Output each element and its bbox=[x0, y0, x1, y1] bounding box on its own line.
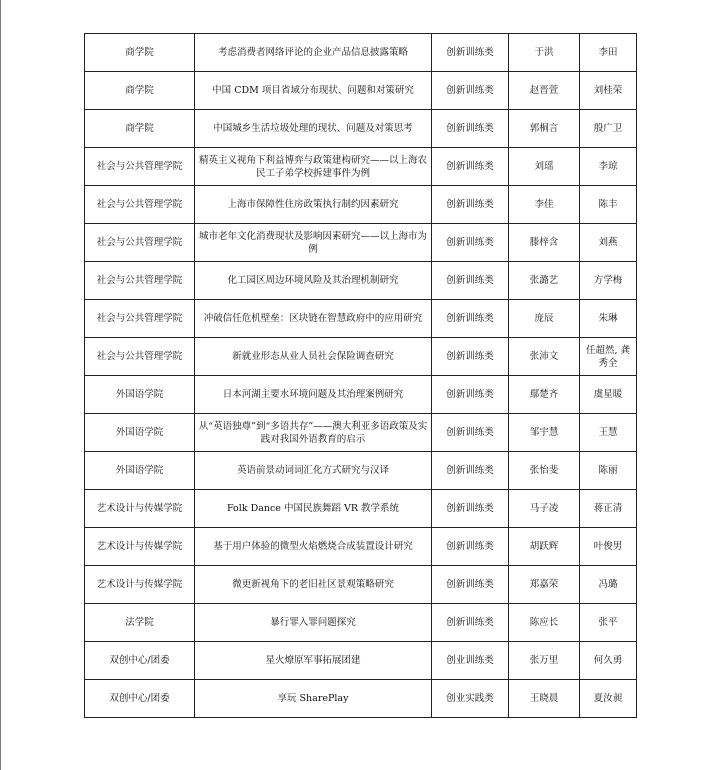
cell-project-title: 基于用户体验的微型火焰燃烧合成装置设计研究 bbox=[195, 528, 432, 566]
cell-project-title: 中国城乡生活垃圾处理的现状、问题及对策思考 bbox=[195, 110, 432, 148]
cell-project-leader: 张潞艺 bbox=[509, 262, 580, 300]
cell-college: 社会与公共管理学院 bbox=[85, 186, 195, 224]
cell-advisor: 张平 bbox=[580, 604, 637, 642]
cell-advisor: 李田 bbox=[580, 34, 637, 72]
cell-project-title: 考虑消费者网络评论的企业产品信息披露策略 bbox=[195, 34, 432, 72]
cell-project-leader: 庞辰 bbox=[509, 300, 580, 338]
cell-project-leader: 赵晋萱 bbox=[509, 72, 580, 110]
cell-project-category: 创新训练类 bbox=[432, 338, 509, 376]
cell-project-leader: 郭桐言 bbox=[509, 110, 580, 148]
cell-college: 艺术设计与传媒学院 bbox=[85, 490, 195, 528]
cell-project-title: 精英主义视角下利益博弈与政策建构研究——以上海农民工子弟学校拆建事件为例 bbox=[195, 148, 432, 186]
table-row bbox=[85, 262, 637, 300]
cell-project-category: 创新训练类 bbox=[432, 72, 509, 110]
cell-project-title: 星火燎原军事拓展团建 bbox=[195, 642, 432, 680]
cell-project-leader: 陈应长 bbox=[509, 604, 580, 642]
cell-project-title: 英语前景动词词汇化方式研究与汉译 bbox=[195, 452, 432, 490]
cell-advisor: 夏汝昶 bbox=[580, 680, 637, 718]
cell-project-category: 创新训练类 bbox=[432, 224, 509, 262]
table-row bbox=[85, 148, 637, 186]
cell-project-title: 日本河湖主要水环境问题及其治理案例研究 bbox=[195, 376, 432, 414]
cell-advisor: 刘燕 bbox=[580, 224, 637, 262]
cell-college: 商学院 bbox=[85, 110, 195, 148]
cell-college: 社会与公共管理学院 bbox=[85, 148, 195, 186]
table-row bbox=[85, 376, 637, 414]
cell-college: 外国语学院 bbox=[85, 452, 195, 490]
cell-project-leader: 胡跃辉 bbox=[509, 528, 580, 566]
cell-project-title: 享玩 SharePlay bbox=[195, 680, 432, 718]
cell-project-category: 创新训练类 bbox=[432, 148, 509, 186]
cell-project-category: 创新训练类 bbox=[432, 604, 509, 642]
cell-advisor: 陈丽 bbox=[580, 452, 637, 490]
cell-advisor: 李琼 bbox=[580, 148, 637, 186]
cell-project-title: 中国 CDM 项目省域分布现状、问题和对策研究 bbox=[195, 72, 432, 110]
cell-college: 外国语学院 bbox=[85, 414, 195, 452]
table-row bbox=[85, 528, 637, 566]
cell-project-category: 创新训练类 bbox=[432, 566, 509, 604]
cell-project-category: 创新训练类 bbox=[432, 34, 509, 72]
cell-project-leader: 张万里 bbox=[509, 642, 580, 680]
cell-college: 艺术设计与传媒学院 bbox=[85, 566, 195, 604]
table-row bbox=[85, 680, 637, 718]
cell-project-title: 暴行罪入罪问题探究 bbox=[195, 604, 432, 642]
cell-advisor: 任超然, 龚秀全 bbox=[580, 338, 637, 376]
cell-college: 艺术设计与传媒学院 bbox=[85, 528, 195, 566]
cell-project-category: 创业训练类 bbox=[432, 642, 509, 680]
cell-college: 商学院 bbox=[85, 72, 195, 110]
cell-project-leader: 马子凌 bbox=[509, 490, 580, 528]
cell-project-category: 创新训练类 bbox=[432, 186, 509, 224]
cell-advisor: 王慧 bbox=[580, 414, 637, 452]
cell-project-category: 创新训练类 bbox=[432, 376, 509, 414]
table-row bbox=[85, 452, 637, 490]
cell-project-title: 城市老年文化消费现状及影响因素研究——以上海市为例 bbox=[195, 224, 432, 262]
cell-project-title: 新就业形态从业人员社会保险调查研究 bbox=[195, 338, 432, 376]
cell-advisor: 叶俊男 bbox=[580, 528, 637, 566]
cell-advisor: 蒋正清 bbox=[580, 490, 637, 528]
table-row bbox=[85, 414, 637, 452]
cell-project-leader: 张沛文 bbox=[509, 338, 580, 376]
cell-project-title: Folk Dance 中国民族舞蹈 VR 教学系统 bbox=[195, 490, 432, 528]
cell-college: 社会与公共管理学院 bbox=[85, 224, 195, 262]
table-row bbox=[85, 224, 637, 262]
table-row bbox=[85, 110, 637, 148]
cell-project-leader: 鄢楚齐 bbox=[509, 376, 580, 414]
cell-college: 双创中心/团委 bbox=[85, 680, 195, 718]
cell-college: 社会与公共管理学院 bbox=[85, 338, 195, 376]
table-row bbox=[85, 642, 637, 680]
cell-project-title: 微更新视角下的老旧社区景观策略研究 bbox=[195, 566, 432, 604]
cell-project-leader: 邹宇慧 bbox=[509, 414, 580, 452]
cell-project-category: 创新训练类 bbox=[432, 110, 509, 148]
cell-advisor: 方学梅 bbox=[580, 262, 637, 300]
cell-college: 社会与公共管理学院 bbox=[85, 262, 195, 300]
cell-project-leader: 李佳 bbox=[509, 186, 580, 224]
cell-project-category: 创新训练类 bbox=[432, 528, 509, 566]
cell-project-category: 创新训练类 bbox=[432, 452, 509, 490]
cell-project-leader: 滕梓含 bbox=[509, 224, 580, 262]
cell-project-title: 化工园区周边环境风险及其治理机制研究 bbox=[195, 262, 432, 300]
cell-project-title: 从“英语独尊”到“多语共存”——澳大利亚多语政策及实践对我国外语教育的启示 bbox=[195, 414, 432, 452]
cell-project-leader: 于洪 bbox=[509, 34, 580, 72]
table-row bbox=[85, 338, 637, 376]
page-left-border bbox=[0, 0, 1, 770]
cell-advisor: 何久勇 bbox=[580, 642, 637, 680]
cell-college: 双创中心/团委 bbox=[85, 642, 195, 680]
cell-advisor: 殷广卫 bbox=[580, 110, 637, 148]
cell-project-leader: 张怡斐 bbox=[509, 452, 580, 490]
cell-project-leader: 刘瑶 bbox=[509, 148, 580, 186]
cell-project-category: 创新训练类 bbox=[432, 300, 509, 338]
cell-advisor: 虞星暖 bbox=[580, 376, 637, 414]
table-row bbox=[85, 490, 637, 528]
cell-project-category: 创新训练类 bbox=[432, 262, 509, 300]
cell-advisor: 刘桂荣 bbox=[580, 72, 637, 110]
cell-project-title: 上海市保障性住房政策执行制约因素研究 bbox=[195, 186, 432, 224]
cell-project-leader: 郑嘉荣 bbox=[509, 566, 580, 604]
cell-project-category: 创新训练类 bbox=[432, 490, 509, 528]
cell-project-category: 创业实践类 bbox=[432, 680, 509, 718]
cell-advisor: 朱琳 bbox=[580, 300, 637, 338]
cell-advisor: 陈丰 bbox=[580, 186, 637, 224]
cell-project-category: 创新训练类 bbox=[432, 414, 509, 452]
project-table bbox=[84, 33, 637, 718]
table-row bbox=[85, 34, 637, 72]
cell-college: 商学院 bbox=[85, 34, 195, 72]
cell-advisor: 冯璐 bbox=[580, 566, 637, 604]
table-row bbox=[85, 604, 637, 642]
cell-college: 法学院 bbox=[85, 604, 195, 642]
cell-project-title: 冲破信任危机壁垒：区块链在智慧政府中的应用研究 bbox=[195, 300, 432, 338]
project-table-body bbox=[85, 34, 637, 718]
table-row bbox=[85, 566, 637, 604]
cell-project-leader: 王晓晨 bbox=[509, 680, 580, 718]
table-row bbox=[85, 72, 637, 110]
table-row bbox=[85, 300, 637, 338]
table-row bbox=[85, 186, 637, 224]
cell-college: 外国语学院 bbox=[85, 376, 195, 414]
cell-college: 社会与公共管理学院 bbox=[85, 300, 195, 338]
